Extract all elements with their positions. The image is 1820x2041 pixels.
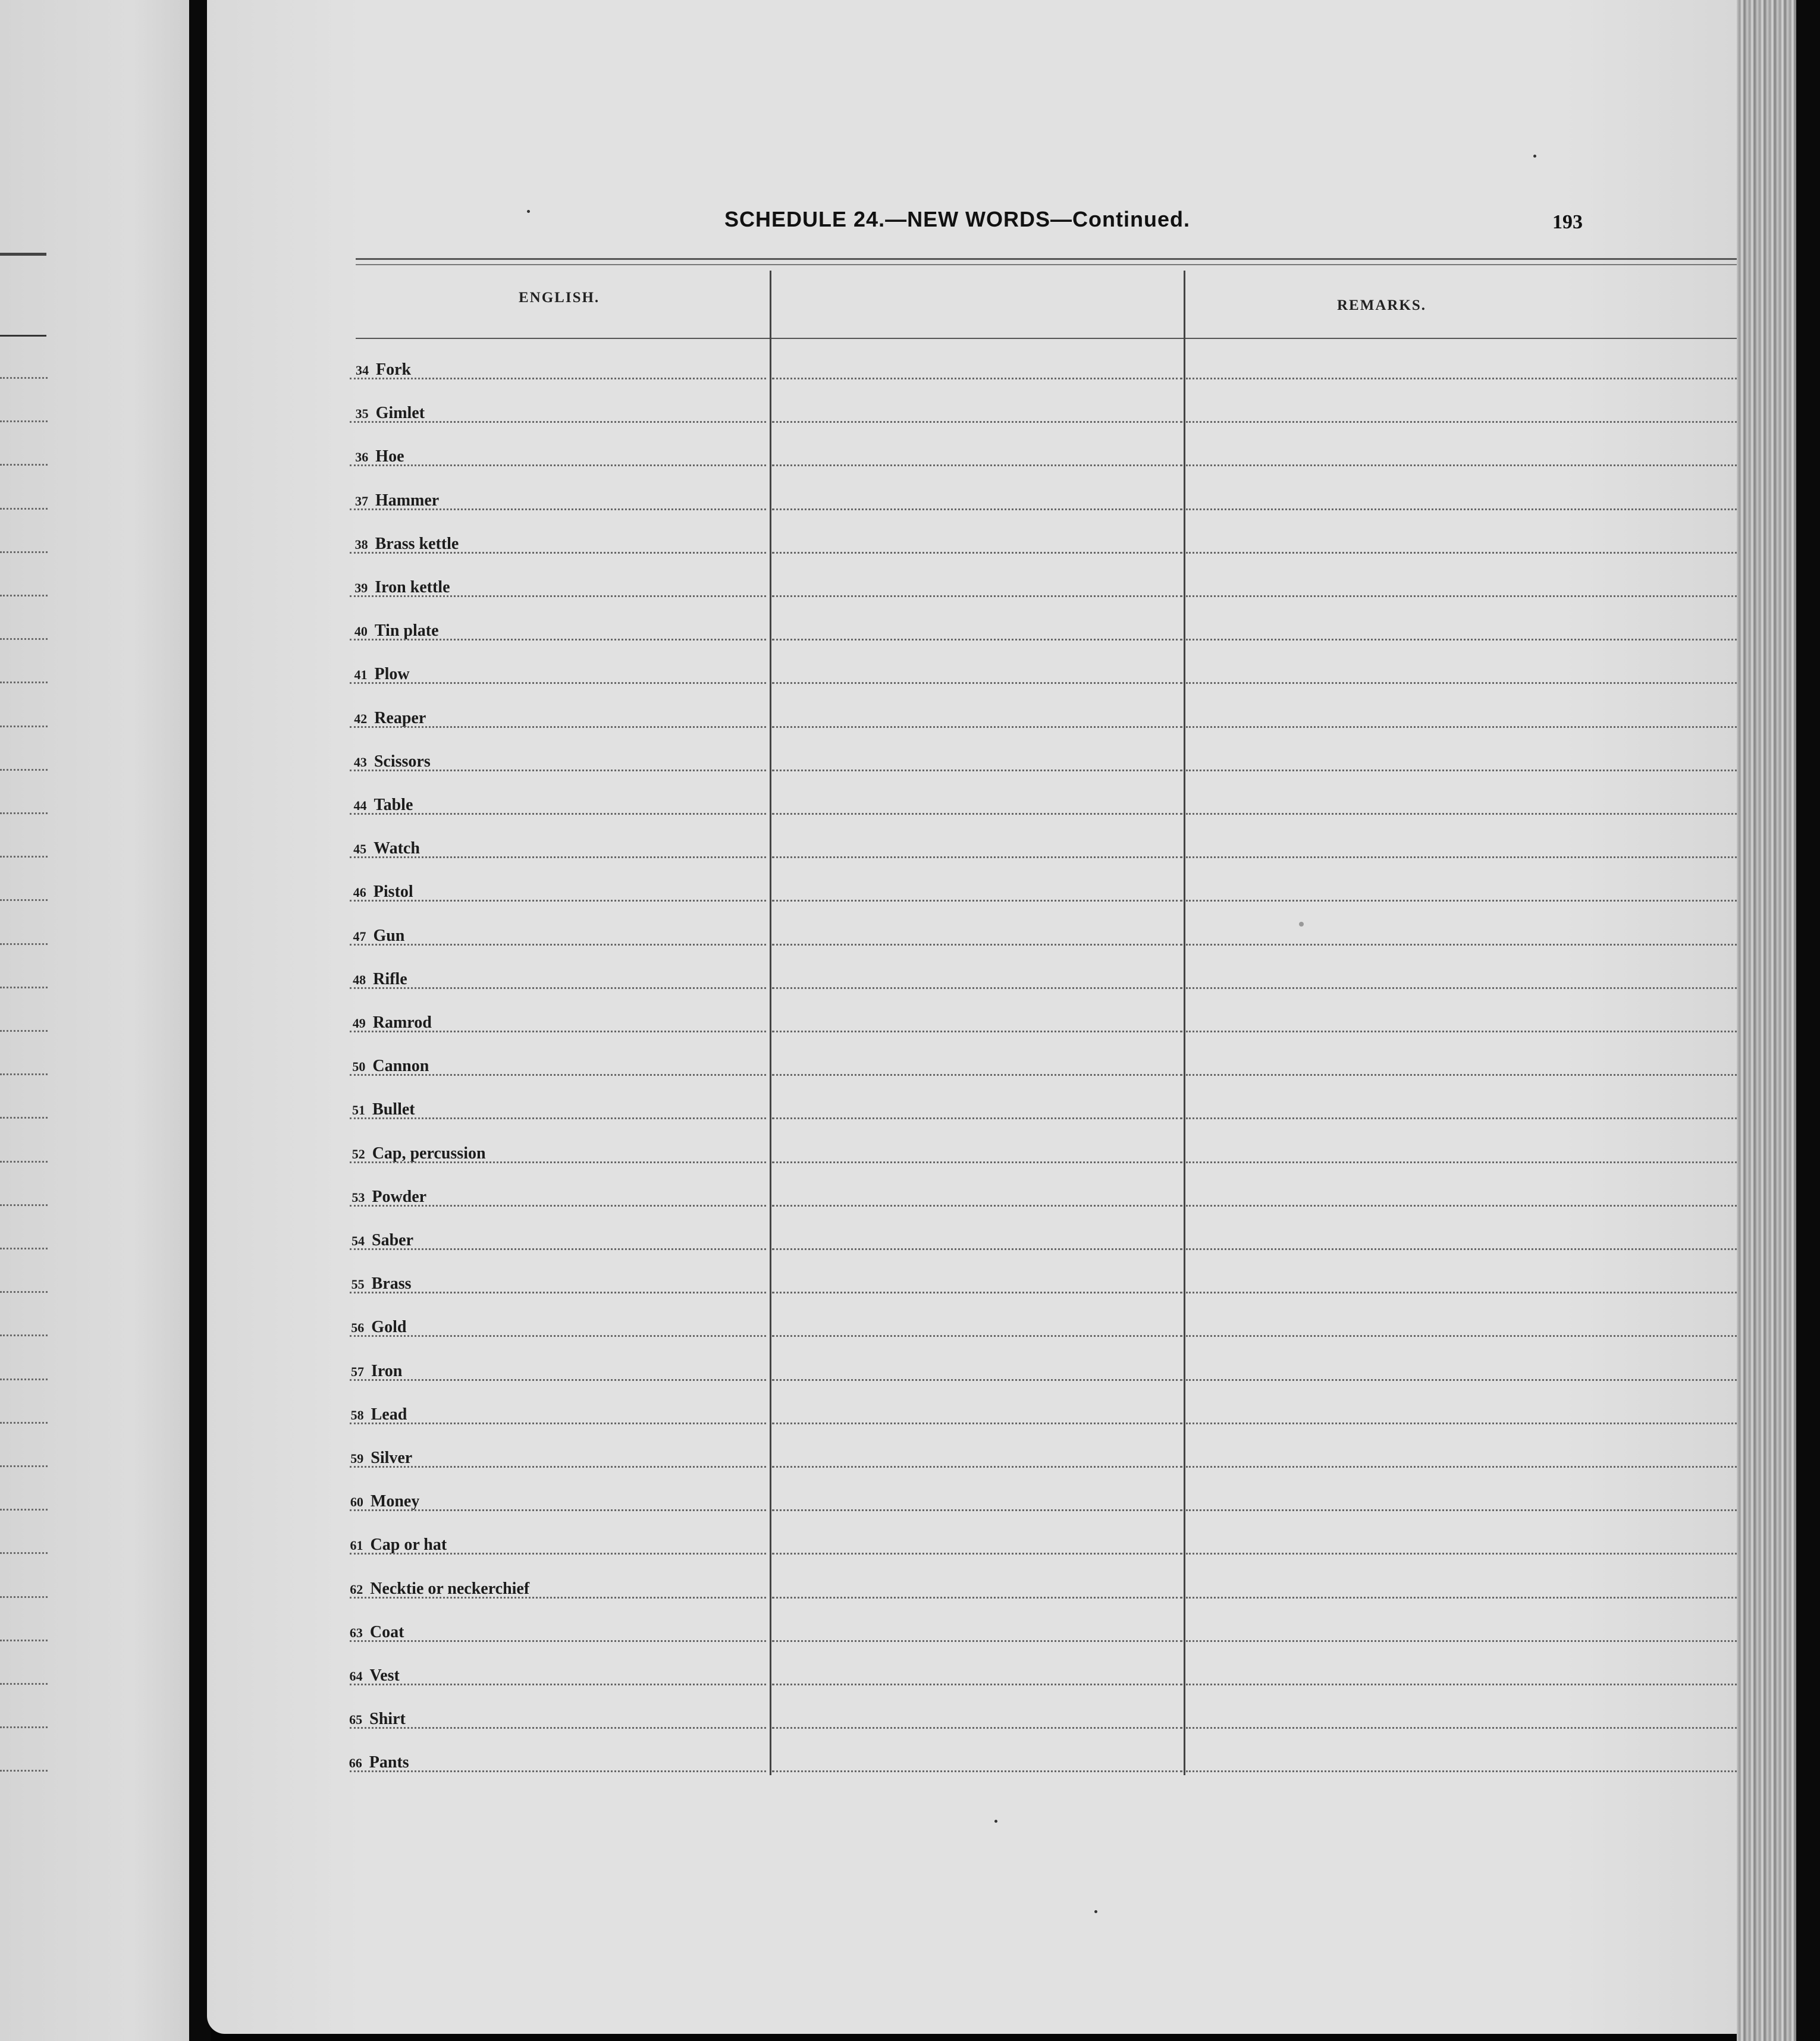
left-page-leader (0, 1770, 48, 1772)
native-term-blank (772, 508, 1182, 510)
english-leader (350, 1770, 766, 1772)
english-word: Tin plate (374, 621, 439, 640)
left-page-leader (0, 1465, 48, 1467)
word-row (207, 1491, 1750, 1515)
left-page-leader (0, 682, 48, 683)
paper-speck (1533, 155, 1536, 158)
native-term-blank (772, 944, 1182, 946)
english-word: Vest (369, 1666, 400, 1685)
left-page-rule (0, 253, 46, 256)
remarks-blank (1186, 987, 1737, 989)
word-label (353, 883, 413, 902)
row-number: 56 (351, 1320, 365, 1335)
english-leader (350, 552, 766, 554)
row-number: 63 (349, 1625, 363, 1640)
word-row (207, 664, 1750, 687)
english-word: Watch (374, 839, 420, 858)
row-number: 42 (354, 711, 368, 726)
word-label (355, 447, 404, 466)
remarks-blank (1186, 1335, 1737, 1337)
english-word: Pants (369, 1753, 409, 1772)
native-term-blank (772, 1379, 1182, 1381)
word-row (207, 1534, 1750, 1558)
paper-speck (1094, 1910, 1097, 1913)
english-leader (350, 1466, 766, 1468)
remarks-blank (1186, 1292, 1737, 1293)
row-number: 46 (353, 885, 366, 900)
row-number: 48 (353, 972, 366, 987)
remarks-blank (1186, 1379, 1737, 1381)
word-label (351, 1362, 402, 1381)
english-word: Ramrod (372, 1013, 432, 1032)
word-label (351, 1405, 407, 1424)
remarks-blank (1186, 726, 1737, 728)
row-number: 60 (350, 1494, 363, 1509)
english-word: Hoe (375, 447, 404, 466)
remarks-blank (1186, 1161, 1737, 1163)
remarks-blank (1186, 1466, 1737, 1468)
word-label (350, 1536, 447, 1555)
english-leader (350, 1509, 766, 1511)
native-term-blank (772, 1640, 1182, 1642)
row-number: 51 (352, 1103, 366, 1117)
english-leader (350, 1597, 766, 1599)
native-term-blank (772, 1466, 1182, 1468)
word-row (207, 1665, 1750, 1689)
english-leader (350, 1248, 766, 1250)
english-leader (350, 900, 766, 902)
native-term-blank (772, 726, 1182, 728)
row-number: 54 (352, 1233, 365, 1248)
left-page-leader (0, 1161, 48, 1163)
left-page-leader (0, 420, 48, 422)
left-page-leader (0, 1422, 48, 1424)
word-label (355, 535, 459, 554)
remarks-blank (1186, 1640, 1737, 1642)
remarks-blank (1186, 1423, 1737, 1424)
english-word: Iron (371, 1362, 403, 1380)
remarks-blank (1186, 856, 1737, 858)
native-term-blank (772, 1553, 1182, 1555)
word-row (207, 969, 1750, 993)
word-label (350, 1580, 529, 1599)
word-label (352, 1144, 486, 1163)
remarks-blank (1186, 1553, 1737, 1555)
header-rule-bottom (356, 264, 1737, 265)
word-label (352, 1274, 412, 1293)
remarks-blank (1186, 1117, 1737, 1119)
english-word: Gimlet (375, 404, 425, 422)
native-term-blank (772, 639, 1182, 640)
native-term-blank (772, 1205, 1182, 1207)
word-row (207, 446, 1750, 470)
row-number: 44 (353, 798, 367, 813)
word-row (207, 1709, 1750, 1732)
page-edges-shadow (1796, 0, 1820, 2041)
remarks-blank (1186, 1597, 1737, 1599)
remarks-blank (1186, 813, 1737, 815)
column-header-english: ENGLISH. (519, 290, 600, 306)
word-label (353, 970, 407, 989)
english-word: Brass (371, 1274, 412, 1293)
native-term-blank (772, 1248, 1182, 1250)
row-number: 45 (353, 841, 367, 856)
word-row (207, 925, 1750, 949)
left-page-leader (0, 1640, 48, 1641)
native-term-blank (772, 1031, 1182, 1032)
left-page-leader (0, 1291, 48, 1293)
row-number: 61 (350, 1538, 363, 1553)
left-page-leader (0, 638, 48, 640)
remarks-blank (1186, 900, 1737, 902)
native-term-blank (772, 1770, 1182, 1772)
word-label (352, 1100, 415, 1119)
remarks-blank (1186, 1074, 1737, 1076)
left-page-leader (0, 1379, 48, 1380)
row-number: 57 (350, 1364, 364, 1379)
english-leader (350, 856, 766, 858)
left-page-leader (0, 726, 48, 727)
remarks-blank (1186, 595, 1737, 597)
english-word: Cap or hat (370, 1536, 447, 1554)
english-word: Fork (376, 360, 412, 379)
left-page-leader (0, 1030, 48, 1032)
native-term-blank (772, 1117, 1182, 1119)
remarks-blank (1186, 1248, 1737, 1250)
remarks-blank (1186, 1031, 1737, 1032)
left-page-leader (0, 1683, 48, 1685)
english-word: Lead (371, 1405, 407, 1424)
row-number: 66 (349, 1756, 362, 1770)
remarks-blank (1186, 1770, 1737, 1772)
word-label (351, 1318, 406, 1337)
english-leader (350, 1205, 766, 1207)
remarks-blank (1186, 421, 1737, 423)
row-number: 50 (352, 1059, 366, 1074)
remarks-blank (1186, 508, 1737, 510)
english-word: Shirt (369, 1710, 406, 1728)
english-leader (350, 987, 766, 989)
english-leader (350, 1292, 766, 1293)
word-row (207, 1317, 1750, 1340)
english-leader (350, 1684, 766, 1685)
left-page-leader (0, 856, 48, 858)
english-leader (350, 639, 766, 640)
native-term-blank (772, 770, 1182, 771)
native-term-blank (772, 1509, 1182, 1511)
english-leader (350, 726, 766, 728)
left-page-leader (0, 943, 48, 945)
word-label (354, 578, 450, 597)
paper-speck (994, 1820, 997, 1823)
english-word: Bullet (372, 1100, 415, 1119)
native-term-blank (772, 552, 1182, 554)
word-label (353, 1013, 432, 1032)
word-label (354, 665, 410, 684)
remarks-blank (1186, 552, 1737, 554)
word-row (207, 490, 1750, 514)
word-row (207, 577, 1750, 601)
english-word: Necktie or neckerchief (370, 1580, 530, 1598)
word-label (353, 839, 420, 858)
english-leader (350, 770, 766, 771)
english-word: Gun (373, 927, 405, 945)
paper-speck (1299, 922, 1304, 927)
header-rule-top (356, 258, 1737, 260)
word-row (207, 1230, 1750, 1254)
english-leader (350, 1640, 766, 1642)
word-row (207, 1056, 1750, 1079)
word-row (207, 881, 1750, 905)
word-row (207, 1447, 1750, 1471)
remarks-blank (1186, 378, 1737, 379)
word-row (207, 359, 1750, 383)
english-word: Table (374, 796, 413, 814)
row-number: 37 (354, 494, 368, 508)
schedule-page (207, 0, 1750, 2034)
english-word: Powder (372, 1188, 427, 1206)
left-page-leader (0, 812, 48, 814)
english-word: Gold (371, 1318, 407, 1336)
row-number: 55 (351, 1277, 365, 1292)
column-header-remarks: REMARKS. (1337, 297, 1427, 313)
english-word: Scissors (374, 752, 431, 771)
word-row (207, 620, 1750, 644)
english-leader (350, 682, 766, 684)
word-row (207, 1143, 1750, 1167)
english-leader (350, 1335, 766, 1337)
english-word: Saber (372, 1231, 413, 1249)
left-page-leader (0, 595, 48, 596)
row-number: 62 (350, 1582, 363, 1597)
word-label (354, 709, 426, 728)
word-label (350, 1492, 419, 1511)
left-page-rule (0, 335, 46, 337)
word-row (207, 1099, 1750, 1123)
row-number: 52 (352, 1147, 365, 1161)
row-number: 64 (349, 1669, 363, 1684)
remarks-blank (1186, 1205, 1737, 1207)
left-page-leader (0, 1117, 48, 1119)
english-leader (350, 1074, 766, 1076)
word-label (352, 1188, 426, 1207)
word-label (350, 1666, 400, 1685)
left-page-leader (0, 508, 48, 510)
row-number: 47 (353, 929, 366, 944)
word-row (207, 1752, 1750, 1776)
word-row (207, 1012, 1750, 1036)
left-page-leader (0, 551, 48, 553)
word-row (207, 1404, 1750, 1428)
english-word: Silver (371, 1449, 413, 1467)
word-row (207, 533, 1750, 557)
english-word: Plow (374, 665, 410, 683)
remarks-blank (1186, 770, 1737, 771)
word-label (354, 752, 431, 771)
row-number: 34 (356, 363, 369, 378)
english-word: Hammer (375, 491, 440, 510)
english-leader (350, 1553, 766, 1555)
word-label (350, 1449, 412, 1468)
english-leader (350, 421, 766, 423)
english-word: Iron kettle (375, 578, 450, 596)
left-facing-page (0, 0, 189, 2041)
word-label (356, 404, 425, 423)
remarks-blank (1186, 1509, 1737, 1511)
row-number: 43 (353, 755, 367, 770)
english-leader (350, 1423, 766, 1424)
word-label (352, 1057, 429, 1076)
paper-speck (527, 210, 530, 213)
native-term-blank (772, 1161, 1182, 1163)
page-title: SCHEDULE 24.—NEW WORDS—Continued. (724, 207, 1191, 231)
english-leader (350, 1031, 766, 1032)
row-number: 65 (349, 1712, 363, 1727)
left-page-leader (0, 769, 48, 771)
row-number: 53 (352, 1190, 365, 1205)
row-number: 59 (350, 1451, 364, 1466)
native-term-blank (772, 1423, 1182, 1424)
english-word: Coat (369, 1623, 404, 1641)
remarks-blank (1186, 682, 1737, 684)
left-page-leader (0, 464, 48, 466)
page-number: 193 (1552, 211, 1583, 233)
word-label (355, 491, 439, 510)
row-number: 40 (354, 624, 368, 639)
left-page-leader (0, 1073, 48, 1075)
english-leader (350, 464, 766, 466)
english-word: Pistol (373, 883, 413, 901)
english-leader (350, 508, 766, 510)
column-header-underline (356, 338, 1737, 339)
native-term-blank (772, 464, 1182, 466)
word-label (352, 1231, 413, 1250)
left-page-leader (0, 1509, 48, 1511)
row-number: 39 (354, 580, 368, 595)
native-term-blank (772, 1684, 1182, 1685)
native-term-blank (772, 1292, 1182, 1293)
left-page-leader (0, 1204, 48, 1206)
native-term-blank (772, 595, 1182, 597)
left-page-leader (0, 899, 48, 901)
english-leader (350, 378, 766, 379)
left-page-leader (0, 1596, 48, 1598)
left-page-leader (0, 377, 48, 379)
word-row (207, 838, 1750, 862)
left-page-leader (0, 1726, 48, 1728)
native-term-blank (772, 900, 1182, 902)
english-word: Rifle (373, 970, 407, 988)
word-row (207, 1361, 1750, 1384)
word-row (207, 751, 1750, 775)
word-label (353, 927, 404, 946)
native-term-blank (772, 1597, 1182, 1599)
word-row (207, 1273, 1750, 1297)
remarks-blank (1186, 1727, 1737, 1729)
row-number: 58 (350, 1408, 364, 1423)
left-page-leader (0, 987, 48, 988)
native-term-blank (772, 1335, 1182, 1337)
word-label (349, 1710, 406, 1729)
word-row (207, 1622, 1750, 1646)
row-number: 41 (354, 667, 368, 682)
native-term-blank (772, 682, 1182, 684)
english-leader (350, 1727, 766, 1729)
native-term-blank (772, 1074, 1182, 1076)
left-page-leader (0, 1334, 48, 1336)
left-page-leader (0, 1248, 48, 1249)
english-word: Money (370, 1492, 420, 1511)
word-label (354, 621, 439, 640)
english-word: Brass kettle (375, 535, 459, 553)
english-leader (350, 944, 766, 946)
remarks-blank (1186, 639, 1737, 640)
remarks-blank (1186, 464, 1737, 466)
remarks-blank (1186, 1684, 1737, 1685)
native-term-blank (772, 987, 1182, 989)
word-label (350, 1623, 404, 1642)
word-row (207, 1186, 1750, 1210)
word-row (207, 708, 1750, 731)
row-number: 49 (352, 1016, 366, 1031)
native-term-blank (772, 856, 1182, 858)
english-leader (350, 1117, 766, 1119)
row-number: 36 (355, 450, 369, 464)
word-row (207, 795, 1750, 818)
row-number: 35 (355, 406, 369, 421)
native-term-blank (772, 421, 1182, 423)
native-term-blank (772, 813, 1182, 815)
left-page-leader (0, 1552, 48, 1554)
english-word: Cannon (372, 1057, 429, 1075)
word-row (207, 403, 1750, 426)
english-word: Cap, percussion (372, 1144, 486, 1163)
row-number: 38 (354, 537, 368, 552)
remarks-blank (1186, 944, 1737, 946)
word-label (354, 796, 413, 815)
english-word: Reaper (374, 709, 426, 727)
native-term-blank (772, 378, 1182, 379)
english-leader (350, 813, 766, 815)
word-label (356, 360, 411, 379)
word-label (349, 1753, 409, 1772)
native-term-blank (772, 1727, 1182, 1729)
english-leader (350, 1379, 766, 1381)
english-leader (350, 595, 766, 597)
word-row (207, 1578, 1750, 1602)
english-leader (350, 1161, 766, 1163)
